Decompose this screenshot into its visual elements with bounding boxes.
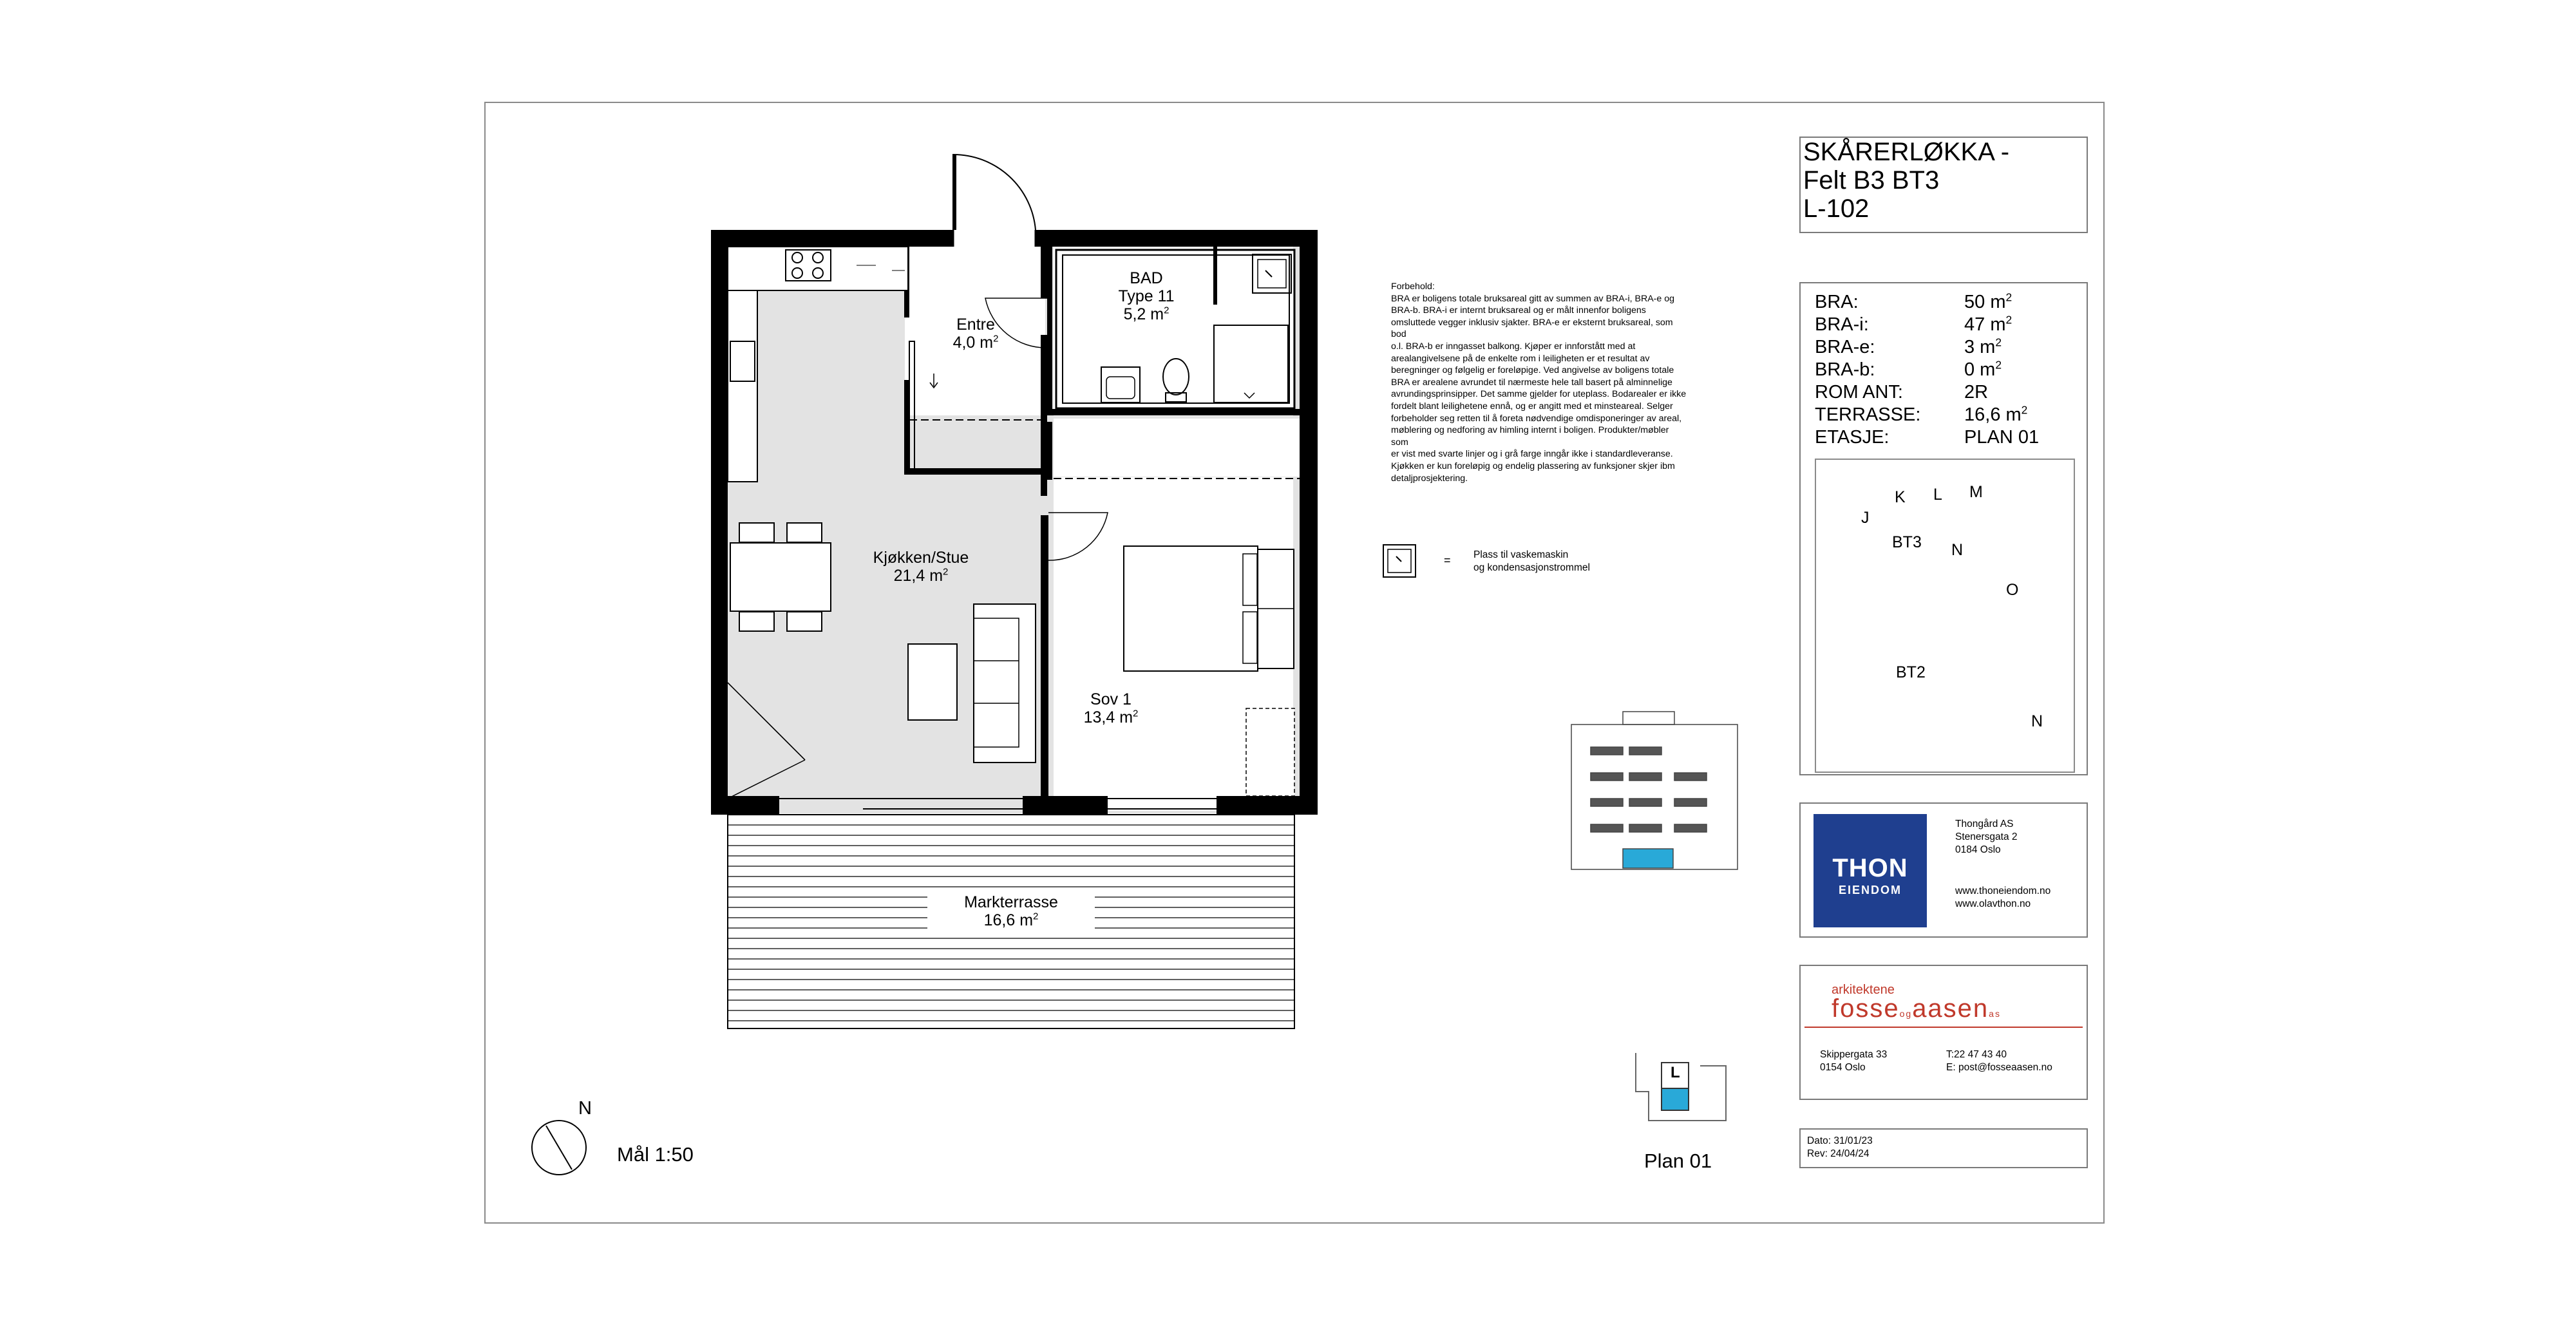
logo-text: THON <box>1832 854 1908 882</box>
note-line: o.l. BRA-b er inngasset balkong. Kjøper er innforstått med at <box>1391 341 1636 352</box>
room-label-kjokken: Kjøkken/Stue 21,4 $m^2$ <box>873 549 969 585</box>
building-elevation <box>1571 712 1738 869</box>
room-label-terrasse: Markterrasse 16,6 $m^2$ <box>927 893 1095 929</box>
architect-rule <box>1804 1027 2083 1028</box>
note-line: Kjøkken er kun foreløpig og endelig plassering av funksjoner skjer ibm <box>1391 460 1675 471</box>
room-label-entre: Entre 4,0 $m^2$ <box>952 316 999 352</box>
site-label: BT2 <box>1896 663 1926 681</box>
info-value: 3 $m^2$ <box>1964 336 2002 357</box>
info-value: 50 $m^2$ <box>1964 290 2012 312</box>
plan-label: Plan 01 <box>1644 1150 1712 1172</box>
double-bed <box>1124 546 1258 671</box>
reservation-note <box>1391 281 1687 484</box>
architect-address: Skippergata 33 0154 Oslo <box>1820 1049 1888 1073</box>
sofa <box>974 604 1036 763</box>
project-title-line2: Felt B3 BT3 <box>1803 166 1940 194</box>
note-line: BRA-b. BRA-i er internt bruksareal og er målt innenfor boligens <box>1391 305 1646 316</box>
elevation-unit-highlight <box>1623 849 1673 868</box>
developer-block <box>1799 802 2088 938</box>
legend-text: Plass til vaskemaskin og kondensasjonstrommel <box>1473 549 1590 573</box>
plan-key-marker: L <box>1671 1064 1680 1081</box>
unit-number: L-102 <box>1803 194 1870 223</box>
project-title-line1: SKÅRERLØKKA - <box>1803 138 2010 166</box>
site-label: M <box>1969 483 1983 501</box>
info-value: PLAN 01 <box>1964 427 2040 448</box>
note-line: er vist med svarte linjer og i grå farge inngår ikke i standardleveranse. <box>1391 449 1673 460</box>
note-line: beregninger og følgelig er foreløpige. Ved angivelse av boligens totale <box>1391 365 1674 376</box>
room-label-sov: Sov 1 13,4 $m^2$ <box>1083 690 1139 726</box>
developer-address: Thongård AS Stenersgata 2 0184 Oslo <box>1955 819 2018 855</box>
site-label: J <box>1861 509 1870 527</box>
note-line: BRA er arealene avrundet til nærmeste hele tall basert på alminnelige <box>1391 377 1672 388</box>
date-value: Dato: 31/01/23 <box>1807 1135 1873 1146</box>
info-label: TERRASSE: <box>1815 404 1921 425</box>
developer-web: www.thoneiendom.no www.olavthon.no <box>1955 886 2051 909</box>
note-line: arealangivelsene på de enkelte rom i leiligheten er et resultat av <box>1391 353 1650 364</box>
plan-key-thumbnail <box>1636 1053 1726 1121</box>
entry-door-swing <box>953 155 1036 230</box>
scale-label: Mål 1:50 <box>617 1143 694 1166</box>
note-line: møblering og nedforing av himling internt i boligen. Produkter/møbler som <box>1391 425 1669 448</box>
date-block <box>1799 1128 2088 1168</box>
site-label: O <box>2006 581 2019 599</box>
title-block <box>1799 137 2088 233</box>
note-line: BRA er boligens totale bruksareal gitt av summen av BRA-i, BRA-e og <box>1391 293 1675 304</box>
site-label: L <box>1933 486 1942 504</box>
site-label: N <box>1951 541 1964 559</box>
site-label: N <box>2031 712 2043 730</box>
info-label: BRA-e: <box>1815 337 1875 357</box>
site-label: BT3 <box>1892 533 1922 551</box>
note-line: omsluttede vegger inklusiv sjakter. BRA-e er eksternt bruksareal, som bod <box>1391 317 1673 340</box>
architect-block <box>1799 965 2088 1100</box>
info-label: ROM ANT: <box>1815 382 1903 403</box>
site-label: K <box>1895 488 1906 506</box>
legend-equals: = <box>1444 554 1451 567</box>
revision-value: Rev: 24/04/24 <box>1807 1148 1870 1159</box>
info-label: BRA-b: <box>1815 359 1875 380</box>
info-label: ETASJE: <box>1815 427 1889 448</box>
note-line: detaljprosjektering. <box>1391 473 1468 484</box>
architect-contact: T:22 47 43 40 E: post@fosseaasen.no <box>1946 1049 2052 1073</box>
info-value: 16,6 $m^2$ <box>1964 403 2028 425</box>
info-label: BRA: <box>1815 292 1859 312</box>
architect-tagline: arkitektene <box>1832 983 1895 997</box>
thon-logo <box>1814 814 1927 927</box>
info-value: 2R <box>1964 382 1989 403</box>
architect-logo: fosseogaasenas <box>1832 994 2001 1023</box>
note-line: fordelt blant leilighetene ennå, og er angitt med et minsteareal. Selger <box>1391 401 1673 412</box>
dining-table <box>730 543 831 611</box>
info-value: 47 $m^2$ <box>1964 313 2012 335</box>
north-label: N <box>578 1098 592 1119</box>
info-label: BRA-i: <box>1815 314 1869 335</box>
wardrobe <box>1246 708 1294 796</box>
info-value: 0 $m^2$ <box>1964 358 2002 380</box>
coffee-table <box>908 644 957 720</box>
note-line: forbeholder seg retten til å foreta nødvendige omdisponeringer av areal, <box>1391 413 1682 424</box>
note-heading: Forbehold: <box>1391 281 1435 292</box>
note-line: avrundingsprinsipper. Det samme gjelder for uteplass. Bodarealer er ikke <box>1391 389 1687 400</box>
room-label-bad: BAD Type 11 5,2 $m^2$ <box>1118 269 1175 323</box>
logo-subtext: EIENDOM <box>1838 884 1902 896</box>
